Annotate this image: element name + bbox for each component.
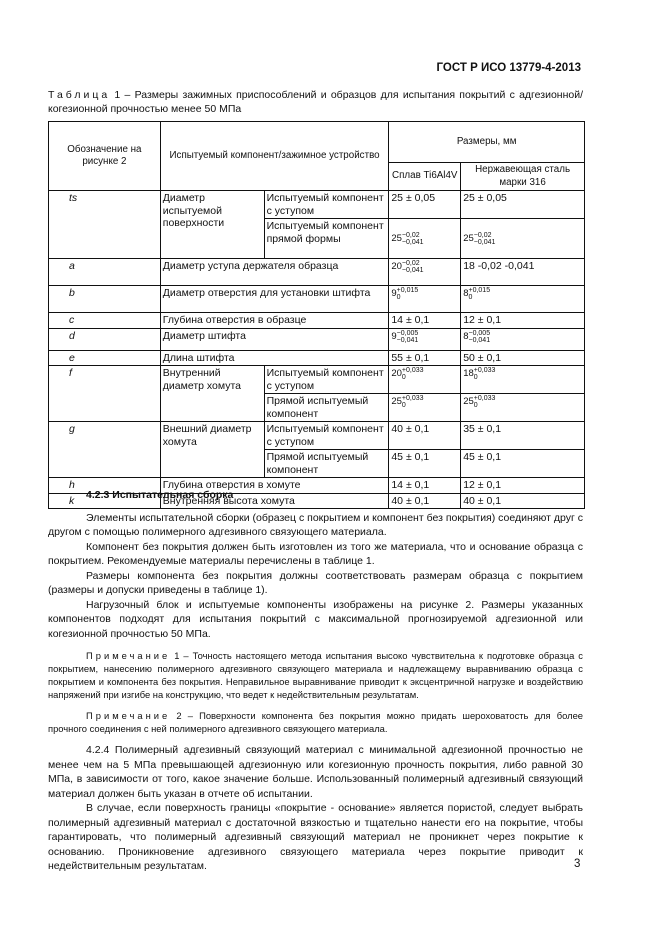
cell-steel-value: [461, 366, 585, 394]
cell-steel-value: [461, 328, 585, 350]
upper-tolerance: −0,005: [396, 329, 419, 337]
lower-tolerance: −0,041: [396, 336, 419, 344]
cell-designation: a: [49, 259, 161, 286]
cell-description: Глубина отверстия в образце: [160, 313, 389, 329]
paragraph: Размеры компонента без покрытия должны соответствовать размерам образца с покрытием (размеры и допуски приведены в таблице 1).: [48, 569, 583, 596]
cell-steel-value: [461, 394, 585, 422]
lower-tolerance: 0: [473, 402, 478, 409]
cell-steel-value: [461, 219, 585, 259]
cell-alloy-value: [389, 259, 461, 286]
cell-designation: c: [49, 313, 161, 329]
lower-tolerance: 0: [468, 294, 473, 301]
upper-tolerance: +0,015: [396, 287, 419, 294]
note-1: [48, 649, 583, 701]
table-row: [49, 191, 585, 219]
value-base: 8: [463, 330, 469, 342]
cell-designation: f: [49, 366, 161, 422]
value-base: 25: [463, 232, 474, 244]
value-base: 9: [391, 330, 397, 342]
lower-tolerance: −0,041: [401, 267, 424, 274]
lower-tolerance: 0: [473, 374, 478, 381]
value-base: 20: [391, 261, 402, 272]
cell-alloy-value: [389, 366, 461, 394]
cell-steel-value: [461, 286, 585, 313]
upper-tolerance: +0,033: [473, 395, 496, 402]
cell-steel-value: 45 ± 0,1: [461, 450, 585, 478]
cell-designation: d: [49, 328, 161, 350]
table-row: [49, 313, 585, 329]
cell-designation: ts: [49, 191, 161, 259]
value-base: 20: [391, 368, 402, 379]
lower-tolerance: 0: [401, 374, 406, 381]
cell-alloy-value: [389, 394, 461, 422]
cell-steel-value: 25 ± 0,05: [461, 191, 585, 219]
cell-alloy-value: 45 ± 0,1: [389, 450, 461, 478]
cell-description: Диаметр отверстия для установки штифта: [160, 286, 389, 313]
cell-subcomponent: Прямой испытуемый компонент: [264, 394, 389, 422]
table-row: [49, 422, 585, 450]
cell-subcomponent: Испытуемый компонент с уступом: [264, 422, 389, 450]
cell-designation: e: [49, 350, 161, 366]
value-base: 25: [391, 396, 402, 407]
value-base: 25: [463, 396, 474, 407]
note-text: 2 – Поверхности компонента без покрытия можно придать шероховатость для более прочного соединения с ней полимерного адгезивного связующего материала.: [48, 710, 583, 734]
cell-description: Внешний диаметр хомута: [160, 422, 264, 478]
table-row: [49, 366, 585, 394]
cell-steel-value: 12 ± 0,1: [461, 478, 585, 494]
table-row: [49, 350, 585, 366]
upper-tolerance: −0,005: [468, 329, 491, 337]
upper-tolerance: +0,015: [468, 287, 491, 294]
table-caption-text: 1 – Размеры зажимных приспособлений и образцов для испытания покрытий с адгезионной/когезионной прочностью менее 50 МПа: [48, 89, 583, 115]
upper-tolerance: +0,033: [401, 395, 424, 402]
lower-tolerance: −0,041: [468, 336, 491, 344]
paragraph: 4.2.4 Полимерный адгезивный связующий материал с минимальной адгезионной прочностью не менее чем на 5 МПа превышающей адгезионную или когезионную прочность покрытия, либо равной 30 МПа, в зависимости от того, какое значение больше. Использованный полимерный адгезивный связующий материал должен быть указан в отчете об испытании.: [48, 744, 583, 800]
cell-alloy-value: 14 ± 0,1: [389, 478, 461, 494]
upper-tolerance: +0,033: [401, 367, 424, 374]
cell-alloy-value: [389, 286, 461, 313]
document-id: ГОСТ Р ИСО 13779-4-2013: [436, 62, 581, 74]
cell-subcomponent: Прямой испытуемый компонент: [264, 450, 389, 478]
cell-steel-value: 35 ± 0,1: [461, 422, 585, 450]
header-component: Испытуемый компонент/зажимное устройство: [160, 122, 389, 191]
cell-alloy-value: 14 ± 0,1: [389, 313, 461, 329]
cell-description: Диаметр испытуемой поверхности: [160, 191, 264, 259]
cell-description: Внутренний диаметр хомута: [160, 366, 264, 422]
cell-steel-value: 18 -0,02 -0,041: [461, 259, 585, 286]
cell-steel-value: 12 ± 0,1: [461, 313, 585, 329]
paragraph: Элементы испытательной сборки (образец с покрытием и компонент без покрытия) соединяют друг с другом с помощью полимерного адгезивного связующего материала.: [48, 511, 583, 538]
upper-tolerance: −0,02: [401, 231, 420, 239]
cell-subcomponent: Испытуемый компонент прямой формы: [264, 219, 389, 259]
lower-tolerance: 0: [396, 294, 401, 301]
cell-alloy-value: [389, 219, 461, 259]
table-row: [49, 286, 585, 313]
cell-alloy-value: 40 ± 0,1: [389, 422, 461, 450]
cell-description: Диаметр уступа держателя образца: [160, 259, 389, 286]
cell-designation: b: [49, 286, 161, 313]
value-base: 25: [391, 232, 402, 244]
table-row: [49, 259, 585, 286]
lower-tolerance: −0,041: [401, 238, 424, 246]
cell-designation: g: [49, 422, 161, 478]
upper-tolerance: −0,02: [401, 260, 420, 267]
paragraph: В случае, если поверхность границы «покрытие - основание» является пористой, следует выбрать полимерный адгезивный материал с достаточной вязкостью и тщательно нанести его на покрытие, чтобы гарантировать, что полимерный адгезивный связующий материал не проникнет через покрытие к основанию. Проникновение адгезивного связующего материала через покрытие приводит к недействительным результатам.: [48, 802, 583, 872]
section-heading: 4.2.3 Испытательная сборка: [86, 489, 234, 501]
cell-alloy-value: 25 ± 0,05: [389, 191, 461, 219]
cell-steel-value: 40 ± 0,1: [461, 493, 585, 509]
cell-subcomponent: Испытуемый компонент с уступом: [264, 366, 389, 394]
cell-description: Длина штифта: [160, 350, 389, 366]
cell-steel-value: 50 ± 0,1: [461, 350, 585, 366]
paragraph: Компонент без покрытия должен быть изготовлен из того же материала, что и основание образца с покрытием. Рекомендуемые материалы перечислены в таблице 1.: [48, 540, 583, 567]
note-label: Примечание: [86, 650, 171, 661]
value-base: 18: [463, 368, 474, 379]
lower-tolerance: 0: [401, 402, 406, 409]
value-base: 9: [391, 288, 397, 299]
value-base: 8: [463, 288, 469, 299]
cell-designation: k: [49, 493, 161, 509]
cell-description: Диаметр штифта: [160, 328, 389, 350]
cell-alloy-value: 40 ± 0,1: [389, 493, 461, 509]
table-row: [49, 328, 585, 350]
cell-alloy-value: 55 ± 0,1: [389, 350, 461, 366]
table-header-row: [49, 122, 585, 163]
note-label: Примечание: [86, 710, 171, 721]
paragraph: Нагрузочный блок и испытуемые компоненты изображены на рисунке 2. Размеры указанных компонентов подходят для испытания покрытий с максимальной прогнозируемой адгезионной или когезионной прочностью 50 МПа.: [48, 598, 583, 640]
cell-designation: h: [49, 478, 161, 494]
header-designation: Обозначение на рисунке 2: [49, 122, 161, 191]
cell-description: Глубина отверстия в хомуте: [160, 478, 389, 494]
table-caption-word: Таблица: [48, 89, 111, 101]
header-alloy: Сплав Ti6Al4V: [389, 163, 461, 191]
lower-tolerance: −0,041: [473, 238, 496, 246]
section-4-2-3: [48, 488, 583, 874]
upper-tolerance: +0,033: [473, 367, 496, 374]
dimensions-table: [48, 121, 585, 509]
upper-tolerance: −0,02: [473, 231, 492, 239]
cell-description: Внутренняя высота хомута: [160, 493, 389, 509]
header-dimensions: Размеры, мм: [389, 122, 585, 163]
note-text: 1 – Точность настоящего метода испытания высоко чувствительна к подготовке образца с покрытием, нанесению полимерного адгезивного связующего материала и надлежащему выравниванию образца с покрытием и компонента без покрытия. Неправильное выравнивание приводит к эксцентричной нагрузке и воздействию напряжений при изгибе на конструкцию, что ведет к недействительным результатам.: [48, 650, 583, 700]
cell-alloy-value: [389, 328, 461, 350]
cell-subcomponent: Испытуемый компонент с уступом: [264, 191, 389, 219]
note-2: [48, 709, 583, 735]
page-number: 3: [574, 858, 581, 870]
table-caption: [48, 88, 583, 116]
header-steel: Нержавеющая сталь марки 316: [461, 163, 585, 191]
